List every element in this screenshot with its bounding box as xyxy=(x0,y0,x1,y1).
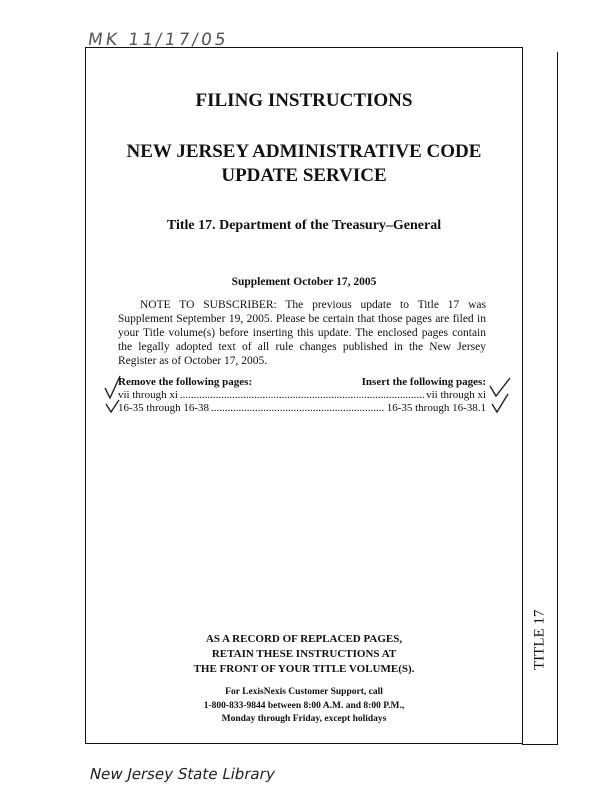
subtitle: Title 17. Department of the Treasury–General xyxy=(166,218,442,233)
leader-dots xyxy=(211,402,385,415)
handwritten-check-icon xyxy=(103,374,123,414)
document-title: FILING INSTRUCTIONS xyxy=(195,90,413,111)
handwritten-note: MK 11/17/05 xyxy=(86,30,230,50)
support-info xyxy=(85,686,523,727)
table-row xyxy=(118,389,486,402)
code-title-line1: NEW JERSEY ADMINISTRATIVE CODE xyxy=(126,141,482,162)
supplement-date: Supplement October 17, 2005 xyxy=(231,276,377,288)
pages-table-header xyxy=(118,376,486,389)
subscriber-note: NOTE TO SUBSCRIBER: The previous update to Title 17 was Supplement September 19, 2005. Please be certain that those pages are filed in your Title volume(s) before inserting this update. The enclosed pages contain the legally adopted text of all rule changes published in the New Jersey Register as of October 17, 2005. xyxy=(118,299,486,367)
leader-dots xyxy=(180,389,424,402)
side-tab-label: TITLE 17 xyxy=(531,609,548,670)
remove-header: Remove the following pages: xyxy=(118,376,253,388)
remove-pages: vii through xi xyxy=(118,389,178,401)
code-title-line2: UPDATE SERVICE xyxy=(221,165,387,186)
retain-line2: RETAIN THESE INSTRUCTIONS AT xyxy=(211,648,397,660)
support-line2: 1-800-833-9844 between 8:00 A.M. and 8:00 P.M., xyxy=(203,700,405,711)
insert-pages: vii through xi xyxy=(426,389,486,401)
pages-table xyxy=(118,376,486,415)
support-line1: For LexisNexis Customer Support, call xyxy=(225,687,383,697)
handwritten-check-icon xyxy=(488,376,514,416)
retain-line1: AS A RECORD OF REPLACED PAGES, xyxy=(205,633,403,645)
insert-pages: 16-35 through 16-38.1 xyxy=(386,402,486,414)
support-line3: Monday through Friday, except holidays xyxy=(221,714,387,724)
table-row xyxy=(118,402,486,415)
retain-line3: THE FRONT OF YOUR TITLE VOLUME(S). xyxy=(193,663,415,675)
insert-header: Insert the following pages: xyxy=(361,376,486,388)
library-stamp: New Jersey State Library xyxy=(88,765,277,783)
remove-pages: 16-35 through 16-38 xyxy=(118,402,210,414)
code-title xyxy=(85,140,523,188)
retain-notice xyxy=(85,632,523,677)
